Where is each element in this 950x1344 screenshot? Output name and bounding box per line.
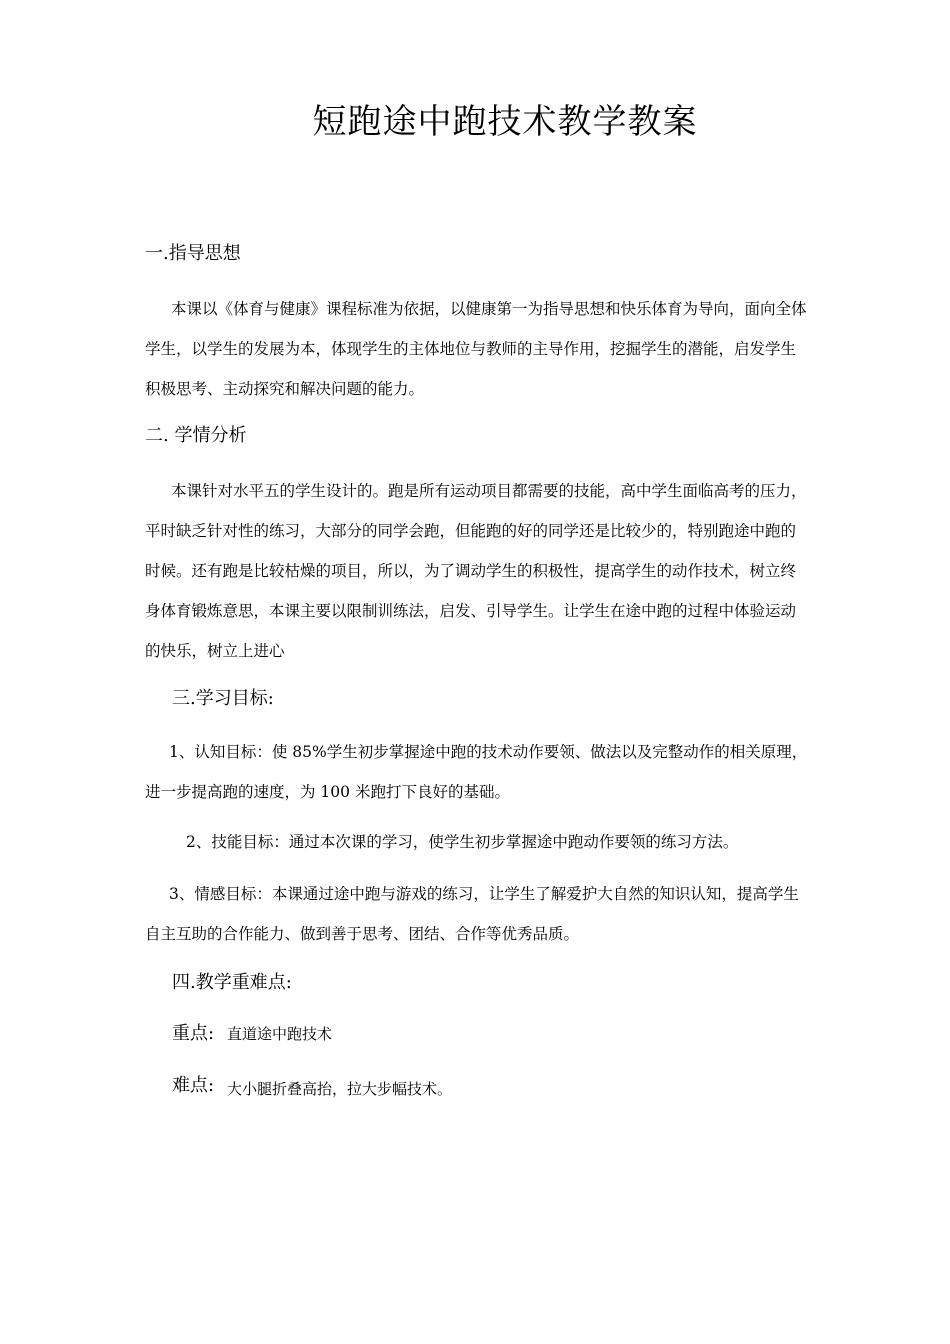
section-heading-learning-goals: 三.学习目标: [172,688,274,709]
key-point-row [172,1021,332,1047]
section-heading-key-points: 四.教学重难点: [172,972,292,993]
goal-emotional: 3、情感目标：本课通过途中跑与游戏的练习，让学生了解爱护大自然的知识认知，提高学生自主互助的合作能力、做到善于思考、团结、合作等优秀品质。 [145,885,799,943]
goal-cognitive: 1、认知目标：使 85%学生初步掌握途中跑的技术动作要领、做法以及完整动作的相关原理，进一步提高跑的速度，为 100 米跑打下良好的基础。 [145,743,808,801]
section-heading-student-analysis: 二. 学情分析 [145,425,247,446]
section-paragraph-guiding-ideology: 本课以《体育与健康》课程标准为依据，以健康第一为指导思想和快乐体育为导向，面向全体学生，以学生的发展为本，体现学生的主体地位与教师的主导作用，挖掘学生的潜能，启发学生积极思考、主动探究和解决问题的能力。 [145,300,807,398]
difficulty-row [172,1073,452,1099]
section-heading-guiding-ideology: 一.指导思想 [145,243,241,264]
section-paragraph-student-analysis: 本课针对水平五的学生设计的。跑是所有运动项目都需要的技能，高中学生面临高考的压力，平时缺乏针对性的练习，大部分的同学会跑，但能跑的好的同学还是比较少的，特别跑途中跑的时候。还有跑是比较枯燥的项目，所以，为了调动学生的积极性，提高学生的动作技术，树立终身体育锻炼意思，本课主要以限制训练法，启发、引导学生。让学生在途中跑的过程中体验运动的快乐，树立上进心 [145,482,807,660]
key-point-text: 直道途中跑技术 [227,1025,333,1043]
difficulty-text: 大小腿折叠高抬，拉大步幅技术。 [227,1080,453,1098]
document-title: 短跑途中跑技术教学教案 [312,102,698,142]
difficulty-label: 难点: [172,1075,215,1096]
goal-skill: 2、技能目标：通过本次课的学习，使学生初步掌握途中跑动作要领的练习方法。 [186,833,739,851]
key-point-label: 重点: [172,1023,215,1044]
